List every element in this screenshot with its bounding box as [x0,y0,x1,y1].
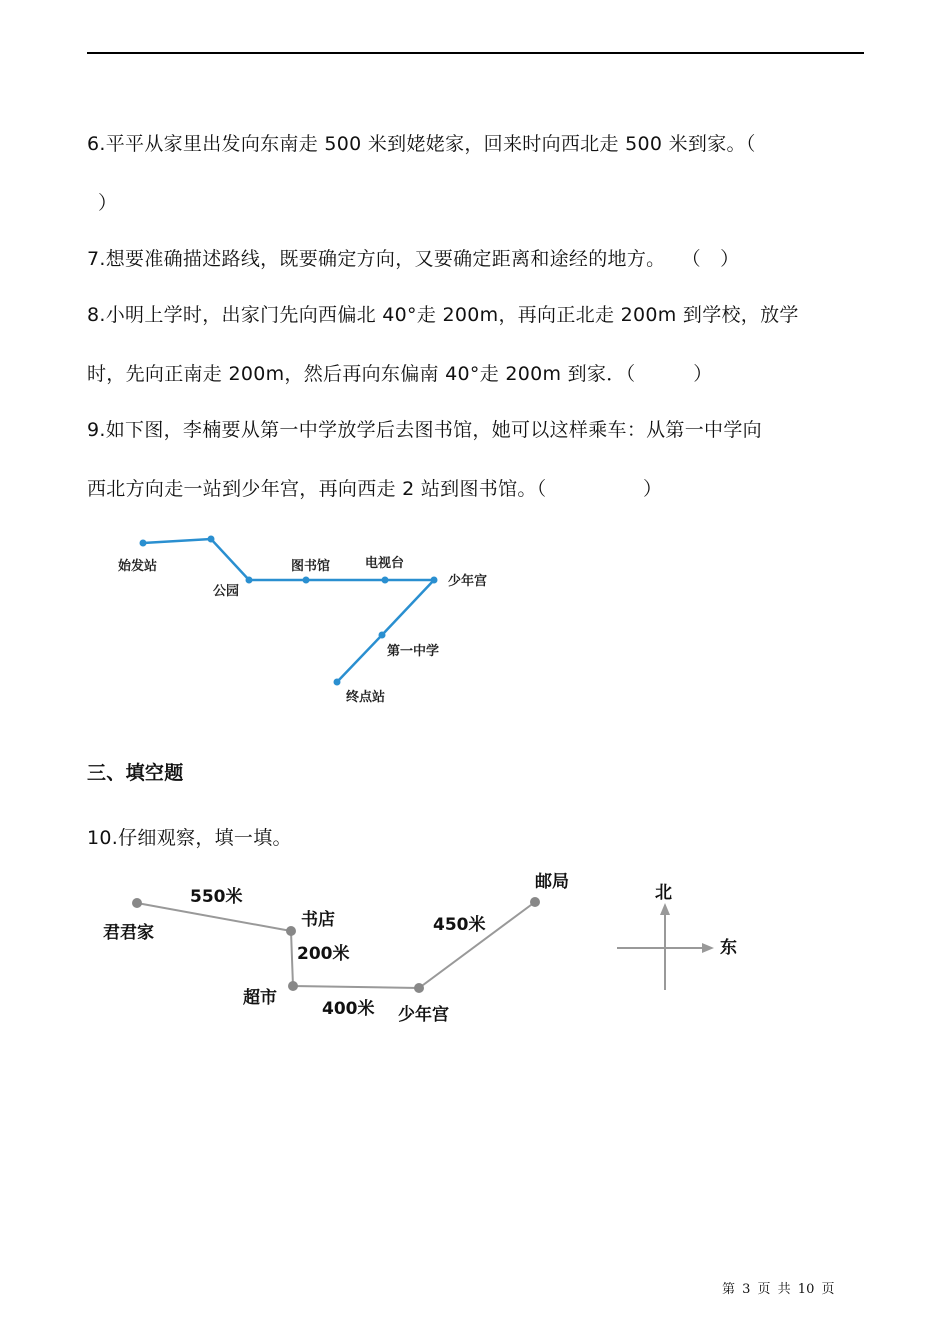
page-number: 第 3 页 共 10 页 [722,1282,835,1297]
place-dot [286,926,296,936]
question-10: 10.仔细观察，填一填。 [87,827,292,849]
stop-dot [382,577,389,584]
place-dot [288,981,298,991]
stop-dot [140,540,147,547]
place-label-post-office: 邮局 [535,872,569,892]
stop-label-library: 图书馆 [291,559,331,574]
place-label-youth-palace: 少年宫 [398,1005,449,1025]
stop-dot [431,577,438,584]
question-6-line-1: 6.平平从家里出发向东南走 500 米到姥姥家，回来时向西北走 500 米到家。（ [87,133,756,155]
stop-label-tv: 电视台 [365,556,405,571]
question-9-line-1: 9.如下图，李楠要从第一中学放学后去图书馆，她可以这样乘车：从第一中学向 [87,419,762,441]
section-3-title: 三、填空题 [87,762,184,784]
question-8-line-2: 时，先向正南走 200m，然后再向东偏南 40°走 200m 到家．（ ） [87,363,713,385]
stop-dot [379,632,386,639]
place-label-home: 君君家 [103,923,154,943]
stop-label-youth-palace: 少年宫 [448,574,488,589]
question-8-line-1: 8.小明上学时，出家门先向西偏北 40°走 200m，再向正北走 200m 到学校，放学 [87,304,799,326]
stop-label-terminal: 终点站 [346,690,386,705]
north-arrow-icon [660,903,670,915]
stop-dot [303,577,310,584]
stop-dot [208,536,215,543]
distance-palace-post: 450米 [433,915,486,935]
distance-bookstore-supermarket: 200米 [297,944,350,964]
distance-supermarket-palace: 400米 [322,999,375,1019]
compass-icon [617,910,706,990]
place-dot [530,897,540,907]
compass-north-label: 北 [655,883,672,903]
stop-dot [334,679,341,686]
stop-label-park: 公园 [213,584,240,599]
question-6-line-2: ） [98,192,118,214]
stop-dot [246,577,253,584]
place-dot [132,898,142,908]
place-label-bookstore: 书店 [301,910,335,930]
place-dot [414,983,424,993]
distance-home-bookstore: 550米 [190,887,243,907]
stop-label-school: 第一中学 [387,644,440,659]
east-arrow-icon [702,943,714,953]
compass-east-label: 东 [720,938,737,958]
stop-label-start: 始发站 [118,559,158,574]
question-9-line-2: 西北方向走一站到少年宫，再向西走 2 站到图书馆。（ ） [87,478,663,500]
question-7: 7.想要准确描述路线，既要确定方向，又要确定距离和途经的地方。 （ ） [87,248,740,270]
place-label-supermarket: 超市 [243,988,277,1008]
